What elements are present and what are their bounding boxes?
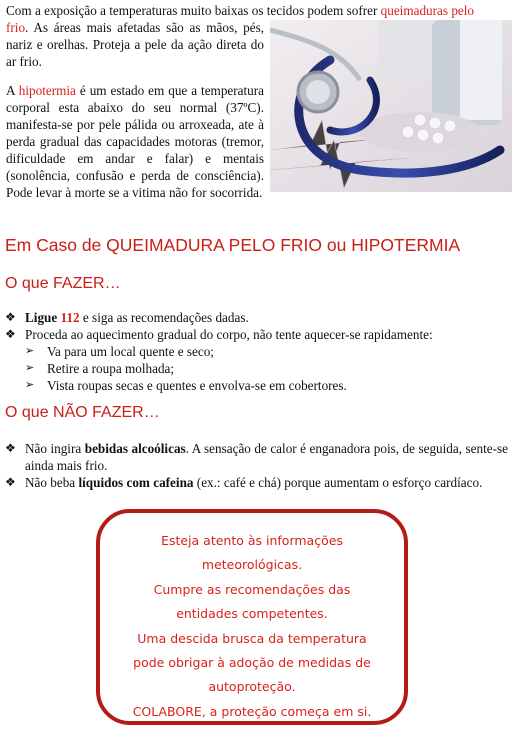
diamond-bullet-icon: ❖ [5, 441, 16, 455]
intro-paragraph-hypothermia: A hipotermia é um estado em que a temperatura corporal esta abaixo do seu normal (37ºC). manifesta-se por pele pálida ou arroxeada, ate à perda gradual das capacidades motoras (tremor, dificuldade em andar e falar) e mentais (sonolência, confusão e perda de consciência). Pode levar à morte se a vitima não for socorrida. [6, 83, 265, 200]
emergency-number: 112 [60, 310, 80, 325]
diamond-bullet-icon: ❖ [5, 310, 16, 324]
sub-list-item: ➢ Retire a roupa molhada; [25, 361, 175, 376]
callout-line: COLABORE, a proteção começa em si. [132, 703, 372, 719]
callout-line: entidades competentes. [176, 606, 328, 622]
callout-text [100, 529, 404, 724]
advice-callout [96, 509, 408, 725]
sub-list-item: ➢ Vista roupas secas e quentes e envolva-se em cobertores. [25, 378, 347, 393]
callout-line: Uma descida brusca da temperatura [137, 630, 367, 646]
stethoscope-photo [270, 20, 512, 192]
frostbite-term: queimaduras pelo [380, 3, 475, 18]
do-section-title: O que FAZER… [5, 275, 121, 292]
callout-line: autoproteção. [208, 679, 296, 695]
do-list [0, 309, 512, 394]
callout-line: Esteja atento às informações [161, 533, 343, 548]
list-item: ❖ Não ingira bebidas alcoólicas. A sensação de calor é enganadora pois, de seguida, sente-se ainda mais frio. [5, 441, 509, 473]
dont-list [0, 440, 512, 491]
diamond-bullet-icon: ❖ [5, 327, 16, 341]
callout-line: meteorológicas. [201, 557, 303, 573]
arrow-bullet-icon: ➢ [25, 345, 35, 357]
list-item: ❖ Ligue 112 e siga as recomendações dadas. [5, 310, 249, 325]
diamond-bullet-icon: ❖ [5, 475, 16, 489]
arrow-bullet-icon: ➢ [25, 362, 35, 374]
dont-section-title: O que NÃO FAZER… [5, 404, 160, 421]
intro-paragraph-frostbite: Com a exposição a temperaturas muito baixas os tecidos podem sofrer queimaduras pelo frio. As áreas mais afetadas são as mãos, pés, nariz e orelhas. Proteja a pele da ação direta do ar frio. [6, 3, 475, 69]
arrow-bullet-icon: ➢ [25, 379, 35, 391]
callout-line: Cumpre as recomendações das [153, 581, 351, 597]
intro-paragraph-tail: frio. As áreas mais afetadas são as mãos, pés, nariz e orelhas. Proteja a pele da ação direta do ar frio. [6, 20, 264, 69]
hypothermia-term: hipotermia [18, 83, 76, 98]
list-item: ❖ Não beba líquidos com cafeina (ex.: café e chá) porque aumentam o esforço cardíaco. [5, 475, 483, 490]
list-item: ❖ Proceda ao aquecimento gradual do corpo, não tente aquecer-se rapidamente: [5, 327, 433, 342]
main-heading: Em Caso de QUEIMADURA PELO FRIO ou HIPOTERMIA [5, 235, 461, 255]
sub-list-item: ➢ Va para um local quente e seco; [25, 344, 214, 359]
callout-line: pode obrigar à adoção de medidas de [133, 655, 371, 671]
